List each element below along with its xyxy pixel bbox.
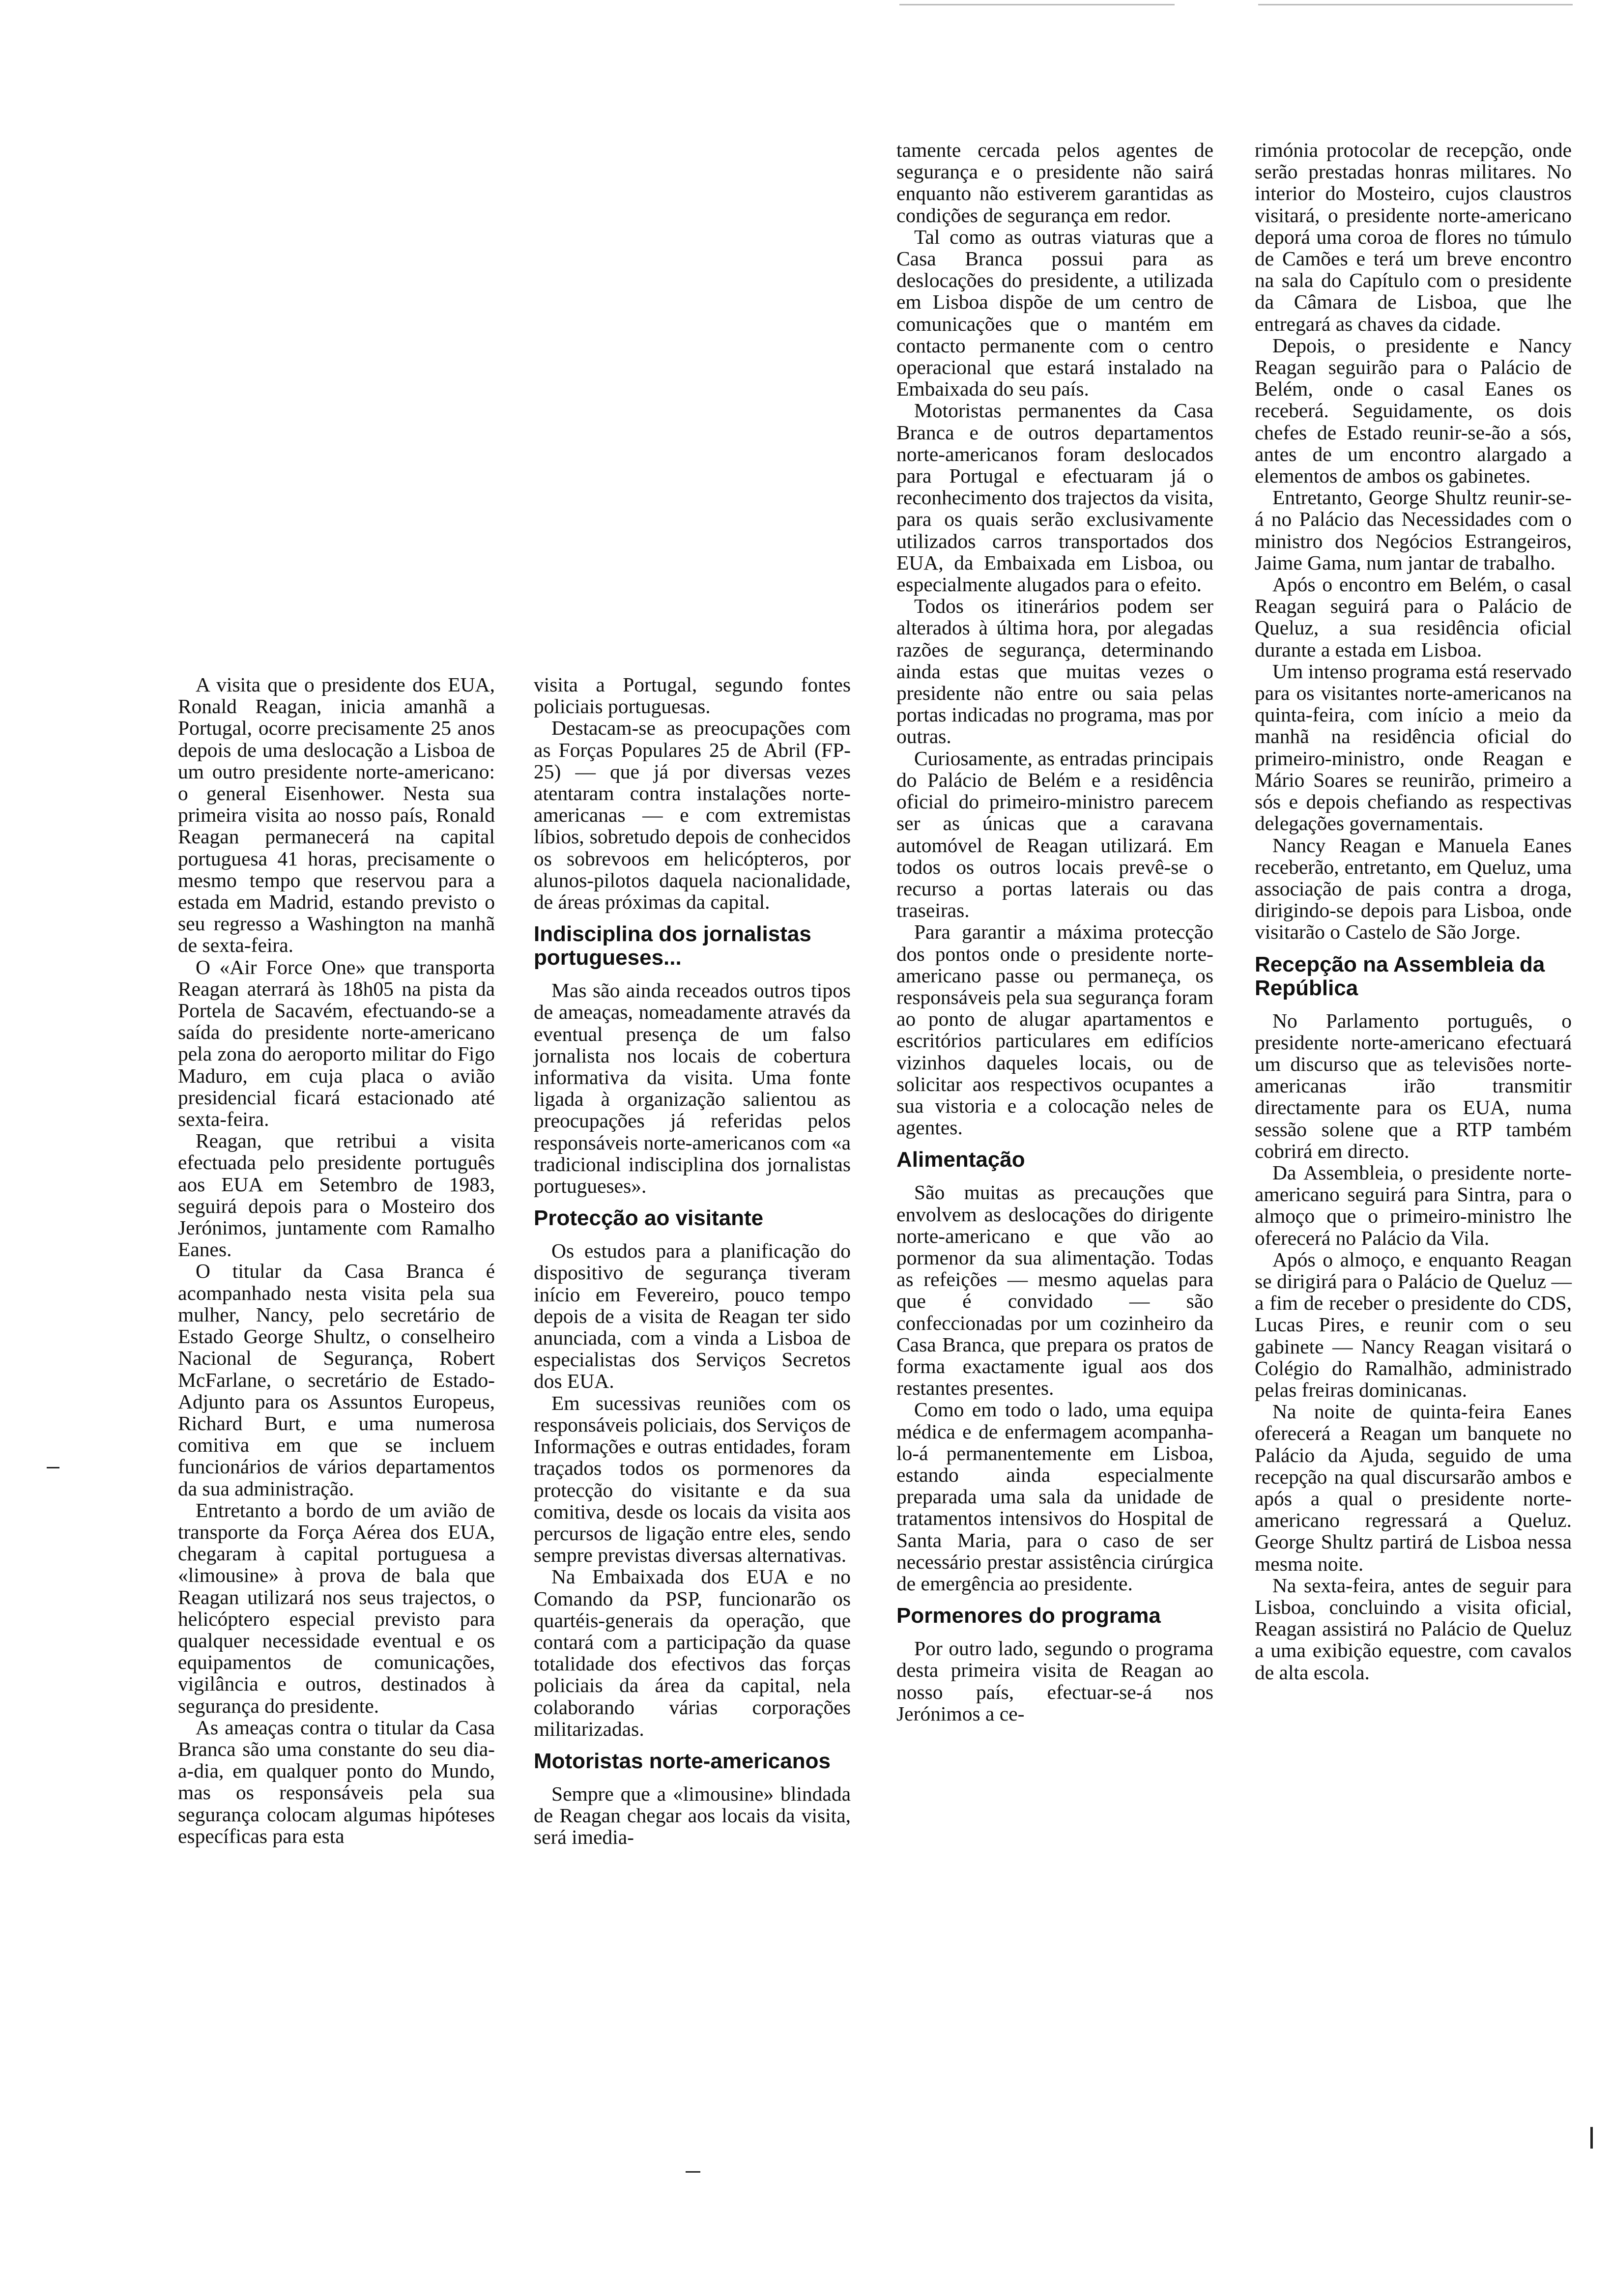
- article-column-1: [178, 674, 495, 1847]
- article-column-3: [896, 139, 1213, 1724]
- paragraph: Depois, o presidente e Nancy Reagan seguirão para o Palácio de Belém, onde o casal Eanes os receberá. Seguidamente, os dois chefes de Estado reunir-se-ão a sós, antes de um encontro alargado a elementos de ambos os gabinetes.: [1255, 334, 1572, 488]
- paragraph: A visita que o presidente dos EUA, Ronald Reagan, inicia amanhã a Portugal, ocorre precisamente 25 anos depois de uma deslocação a Lisboa de um outro presidente norte-americano: o general Eisenhower. Nesta sua primeira visita ao nosso país, Ronald Reagan permanecerá na capital portuguesa 41 horas, precisamente o mesmo tempo que reservou para a estada em Madrid, estando previsto o seu regresso a Washington na manhã de sexta-feira.: [178, 673, 495, 957]
- paragraph: Em sucessivas reuniões com os responsáveis policiais, dos Serviços de Informações e outras entidades, foram traçados todos os pormenores da protecção do visitante e da sua comitiva, desde os locais da visita aos percursos de ligação entre eles, sendo sempre previstas diversas alternativas.: [534, 1391, 851, 1567]
- subheading: Motoristas norte-americanos: [534, 1749, 831, 1773]
- right-edge-bar-mark: [1590, 2127, 1593, 2149]
- paragraph: Entretanto a bordo de um avião de transporte da Força Aérea dos EUA, chegaram à capital portuguesa a «limousine» à prova de bala que Reagan utilizará nos seus trajectos, o helicóptero especial previsto para qualquer necessidade eventual e os equipamentos de comunicações, vigilância e outros, destinados à segurança do presidente.: [178, 1498, 495, 1717]
- article-column-2: [534, 674, 851, 1848]
- paragraph: Por outro lado, segundo o programa desta primeira visita de Reagan ao nosso país, efectuar-se-á nos Jerónimos a ce-: [896, 1637, 1213, 1725]
- paragraph: Os estudos para a planificação do dispositivo de segurança tiveram início em Fevereiro, pouco tempo depois de a visita de Reagan ter sido anunciada, com a vinda a Lisboa de especialistas dos Serviços Secretos dos EUA.: [534, 1239, 851, 1393]
- paragraph: Para garantir a máxima protecção dos pontos onde o presidente norte-americano passe ou permaneça, os responsáveis pela sua segurança foram ao ponto de alugar apartamentos e escritórios particulares em edifícios vizinhos daqueles locais, ou de solicitar aos respectivos ocupantes a sua vistoria e a colocação neles de agentes.: [896, 920, 1213, 1139]
- paragraph: Um intenso programa está reservado para os visitantes norte-americanos na quinta-feira, com início a meio da manhã na residência oficial do primeiro-ministro, onde Reagan e Mário Soares se reunirão, primeiro a sós e depois chefiando as respectivas delegações governamentais.: [1255, 660, 1572, 835]
- paragraph: O titular da Casa Branca é acompanhado nesta visita pela sua mulher, Nancy, pelo secretário de Estado George Shultz, o conselheiro Nacional de Segurança, Robert McFarlane, o secretário de Estado-Adjunto para os Assuntos Europeus, Richard Burt, e uma numerosa comitiva em que se incluem funcionários de vários departamentos da sua administração.: [178, 1260, 495, 1500]
- bottom-dash-mark: [686, 2171, 700, 2173]
- paragraph: Sempre que a «limousine» blindada de Reagan chegar aos locais da visita, será imedia-: [534, 1782, 851, 1849]
- paragraph: As ameaças contra o titular da Casa Branca são uma constante do seu dia-a-dia, em qualquer ponto do Mundo, mas os responsáveis pela sua segurança colocam algumas hipóteses específicas para esta: [178, 1716, 495, 1847]
- paragraph: rimónia protocolar de recepção, onde serão prestadas honras militares. No interior do Mosteiro, cujos claustros visitará, o presidente norte-americano deporá uma coroa de flores no túmulo de Camões e terá um breve encontro na sala do Capítulo com o presidente da Câmara de Lisboa, que lhe entregará as chaves da cidade.: [1255, 139, 1572, 335]
- paragraph: O «Air Force One» que transporta Reagan aterrará às 18h05 na pista da Portela de Sacavém, efectuando-se a saída do presidente norte-americano pela zona do aeroporto militar do Figo Maduro, em cuja placa o avião presidencial ficará estacionado até sexta-feira.: [178, 955, 495, 1131]
- paragraph: Entretanto, George Shultz reunir-se-á no Palácio das Necessidades com o ministro dos Negócios Estrangeiros, Jaime Gama, num jantar de trabalho.: [1255, 486, 1572, 574]
- paragraph: São muitas as precauções que envolvem as deslocações do dirigente norte-americano e que vão ao pormenor da sua alimentação. Todas as refeições — mesmo aquelas para que é convidado — são confeccionadas por um cozinheiro da Casa Branca, que prepara os pratos de forma exactamente igual aos dos restantes presentes.: [896, 1181, 1213, 1400]
- paragraph: Após o almoço, e enquanto Reagan se dirigirá para o Palácio de Queluz — a fim de receber o presidente do CDS, Lucas Pires, e reunir com o seu gabinete — Nancy Reagan visitará o Colégio do Ramalhão, administrado pelas freiras dominicanas.: [1255, 1248, 1572, 1401]
- paragraph: Após o encontro em Belém, o casal Reagan seguirá para o Palácio de Queluz, a sua residência oficial durante a estada em Lisboa.: [1255, 573, 1572, 661]
- paragraph: Na Embaixada dos EUA e no Comando da PSP, funcionarão os quartéis-generais da operação, que contará com a participação da quase totalidade dos efectivos das forças policiais da área da capital, nela colaborando várias corporações militarizadas.: [534, 1565, 851, 1740]
- paragraph: Na noite de quinta-feira Eanes oferecerá a Reagan um banquete no Palácio da Ajuda, seguido de uma recepção na qual discursarão ambos e após a qual o presidente norte-americano regressará a Queluz. George Shultz partirá de Lisboa nessa mesma noite.: [1255, 1400, 1572, 1575]
- paragraph: Da Assembleia, o presidente norte-americano seguirá para Sintra, para o almoço que o primeiro-ministro lhe oferecerá no Palácio da Vila.: [1255, 1161, 1572, 1249]
- paragraph: tamente cercada pelos agentes de segurança e o presidente não sairá enquanto não estiverem garantidas as condições de segurança em redor.: [896, 139, 1213, 227]
- paragraph: No Parlamento português, o presidente norte-americano efectuará um discurso que as televisões norte-americanas irão transmitir directamente para os EUA, numa sessão solene que a RTP também cobrirá em directo.: [1255, 1009, 1572, 1162]
- paragraph: Destacam-se as preocupações com as Forças Populares 25 de Abril (FP-25) — que já por diversas vezes atentaram contra instalações norte-americanas — e com extremistas líbios, sobretudo depois de conhecidos os sobrevoos em helicópteros, por alunos-pilotos daquela nacionalidade, de áreas próximas da capital.: [534, 717, 851, 914]
- paragraph: visita a Portugal, segundo fontes policiais portuguesas.: [534, 673, 851, 718]
- paragraph: Mas são ainda receados outros tipos de ameaças, nomeadamente através da eventual presença de um falso jornalista nos locais de cobertura informativa da visita. Uma fonte ligada à organização salientou as preocupações já referidas pelos responsáveis norte-americanos com «a tradicional indisciplina dos jornalistas portugueses».: [534, 979, 851, 1198]
- subheading: Indisciplina dos jornalistas portugueses...: [534, 922, 811, 970]
- top-rule-right: [1258, 4, 1573, 5]
- subheading: Protecção ao visitante: [534, 1206, 764, 1231]
- margin-dash-mark: [47, 1467, 59, 1468]
- paragraph: Todos os itinerários podem ser alterados à última hora, por alegadas razões de segurança, determinando ainda estas que muitas vezes o presidente não entre ou saia pelas portas indicadas no programa, mas por outras.: [896, 595, 1213, 748]
- paragraph: Motoristas permanentes da Casa Branca e de outros departamentos norte-americanos foram deslocados para Portugal e efectuaram já o reconhecimento dos trajectos da visita, para os quais serão exclusivamente utilizados carros transportados dos EUA, da Embaixada em Lisboa, ou especialmente alugados para o efeito.: [896, 399, 1213, 596]
- paragraph: Nancy Reagan e Manuela Eanes receberão, entretanto, em Queluz, uma associação de pais contra a droga, dirigindo-se depois para Lisboa, onde visitarão o Castelo de São Jorge.: [1255, 833, 1572, 944]
- subheading: Recepção na Assembleia da República: [1255, 952, 1545, 1000]
- paragraph: Curiosamente, as entradas principais do Palácio de Belém e a residência oficial do primeiro-ministro parecem ser as únicas que a caravana automóvel de Reagan utilizará. Em todos os outros locais prevê-se o recurso a portas laterais ou das traseiras.: [896, 746, 1213, 922]
- paragraph: Na sexta-feira, antes de seguir para Lisboa, concluindo a visita oficial, Reagan assistirá no Palácio de Queluz a uma exibição equestre, com cavalos de alta escola.: [1255, 1574, 1572, 1684]
- article-column-4: [1255, 139, 1572, 1683]
- paragraph: Tal como as outras viaturas que a Casa Branca possui para as deslocações do presidente, a utilizada em Lisboa dispõe de um centro de comunicações que o mantém em contacto permanente com o centro operacional que estará instalado na Embaixada do seu país.: [896, 225, 1213, 401]
- subheading: Alimentação: [896, 1148, 1025, 1172]
- paragraph: Reagan, que retribui a visita efectuada pelo presidente português aos EUA em Setembro de 1983, seguirá depois para o Mosteiro dos Jerónimos, juntamente com Ramalho Eanes.: [178, 1129, 495, 1261]
- paragraph: Como em todo o lado, uma equipa médica e de enfermagem acompanha-lo-á permanentemente em Lisboa, estando ainda especialmente preparada uma sala da unidade de tratamentos intensivos do Hospital de Santa Maria, para o caso de ser necessário prestar assistência cirúrgica de emergência ao presidente.: [896, 1398, 1213, 1595]
- top-rule-left: [899, 4, 1175, 5]
- subheading: Pormenores do programa: [896, 1604, 1161, 1628]
